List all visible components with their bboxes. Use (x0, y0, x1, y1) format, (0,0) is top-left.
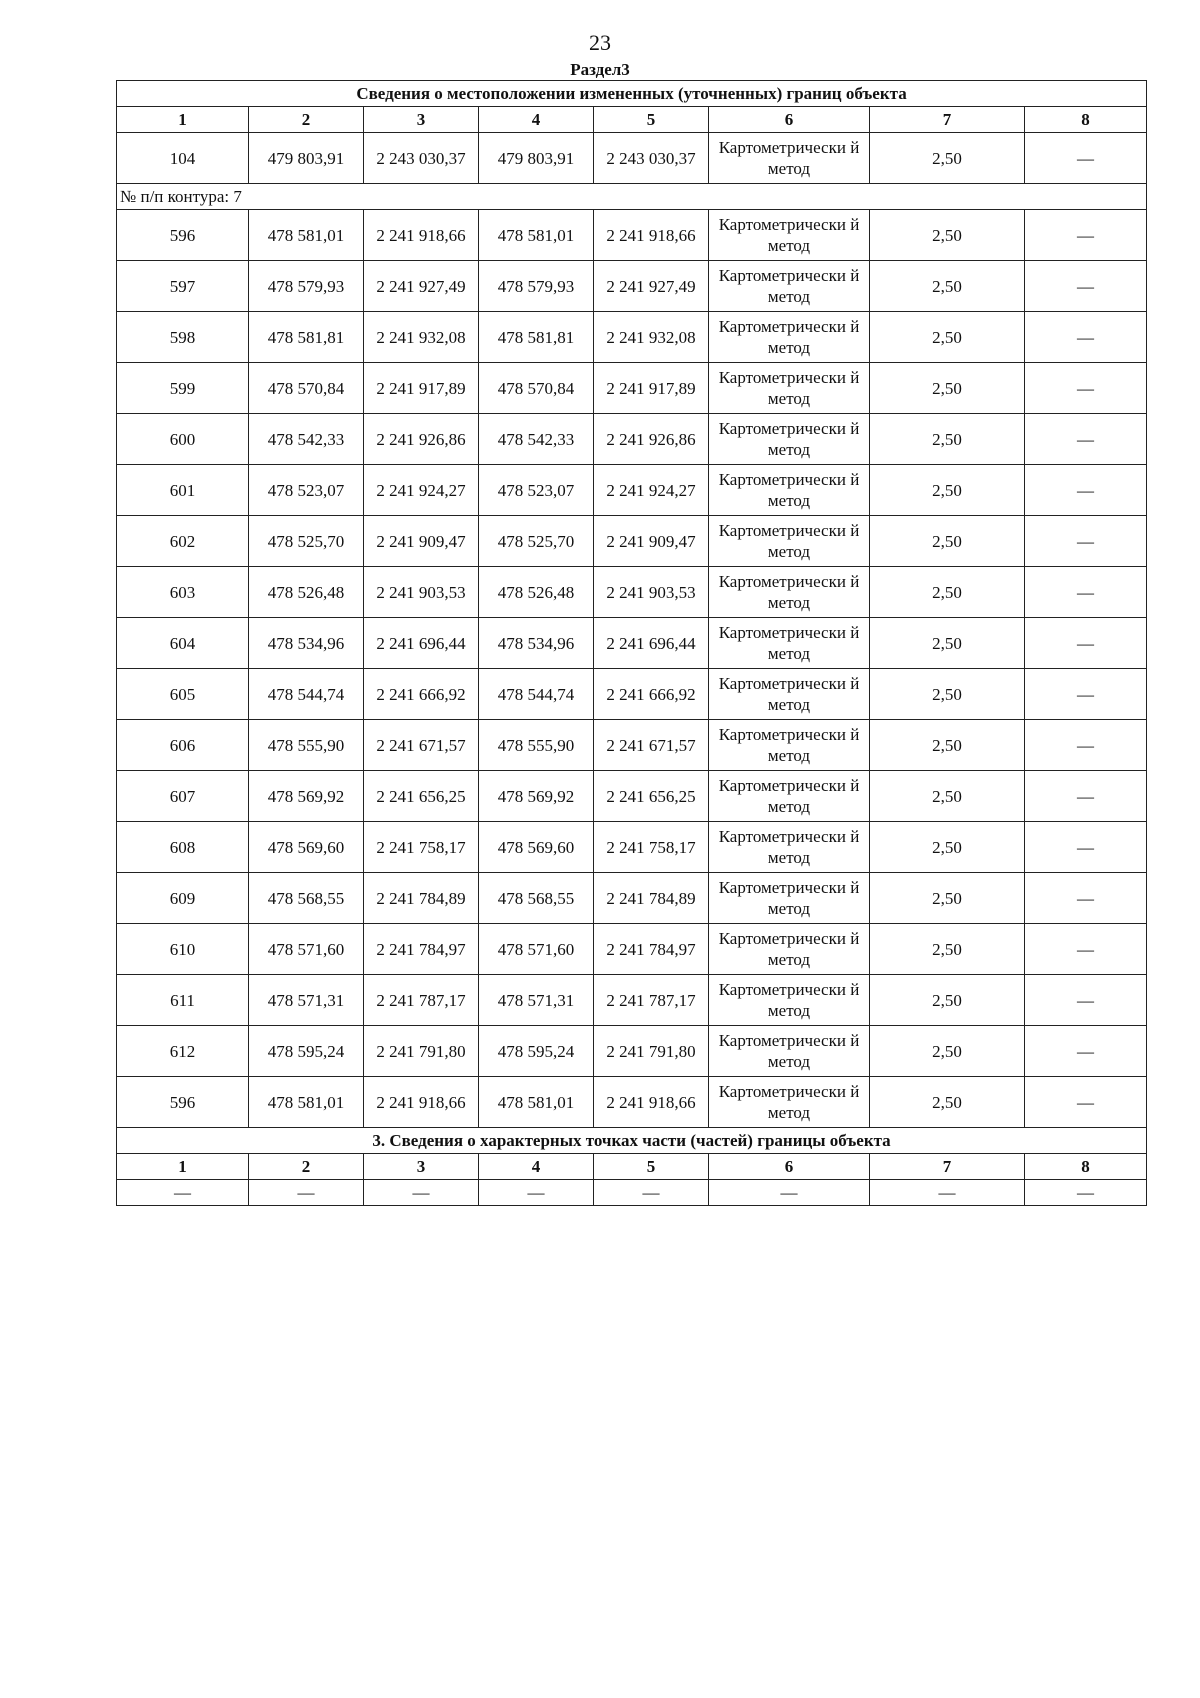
cell-y-new: 2 241 918,66 (594, 1077, 709, 1128)
cell-point-number: 610 (117, 924, 249, 975)
cell-point-number: 596 (117, 210, 249, 261)
section-label: Раздел3 (570, 60, 630, 79)
cell-description: — (1025, 873, 1147, 924)
cell-point-number: 612 (117, 1026, 249, 1077)
cell-method: Картометрически й метод (709, 312, 870, 363)
cell-method: Картометрически й метод (709, 771, 870, 822)
cell-x-old: 479 803,91 (249, 133, 364, 184)
cell-y-new: 2 241 927,49 (594, 261, 709, 312)
table-row (117, 1026, 1147, 1077)
cell-y-new: 2 243 030,37 (594, 133, 709, 184)
cell-x-new: 478 555,90 (479, 720, 594, 771)
cell-x-new: 478 523,07 (479, 465, 594, 516)
cell-x-new: 478 595,24 (479, 1026, 594, 1077)
cell-y-new: 2 241 784,97 (594, 924, 709, 975)
table-row (117, 1077, 1147, 1128)
cell-point-number: 605 (117, 669, 249, 720)
cell-method: Картометрически й метод (709, 465, 870, 516)
column-header-row (117, 107, 1147, 133)
cell-x-old: 478 581,81 (249, 312, 364, 363)
cell-x-new: 478 581,01 (479, 210, 594, 261)
cell-description: — (1025, 312, 1147, 363)
cell-method: Картометрически й метод (709, 516, 870, 567)
cell-y-old: 2 241 758,17 (364, 822, 479, 873)
cell-y-new: 2 241 656,25 (594, 771, 709, 822)
cell-point-number: 601 (117, 465, 249, 516)
cell-x-old: 2 (249, 1154, 364, 1180)
cell-method: Картометрически й метод (709, 669, 870, 720)
cell-x-new: 479 803,91 (479, 133, 594, 184)
table-row (117, 465, 1147, 516)
table-row (117, 516, 1147, 567)
cell-y-new: — (594, 1180, 709, 1206)
cell-y-old: — (364, 1180, 479, 1206)
cell-x-old: 478 544,74 (249, 669, 364, 720)
cell-method: Картометрически й метод (709, 363, 870, 414)
cell-x-new: 478 571,60 (479, 924, 594, 975)
table-row (117, 261, 1147, 312)
cell-x-new: 478 525,70 (479, 516, 594, 567)
cell-x-new: 478 569,60 (479, 822, 594, 873)
cell-point-number: 609 (117, 873, 249, 924)
cell-precision: 2,50 (870, 822, 1025, 873)
cell-precision: 2,50 (870, 669, 1025, 720)
cell-x-old: 478 571,60 (249, 924, 364, 975)
table-row (117, 363, 1147, 414)
cell-y-old: 2 241 903,53 (364, 567, 479, 618)
cell-y-new: 2 241 924,27 (594, 465, 709, 516)
cell-y-old: 2 241 671,57 (364, 720, 479, 771)
cell-precision: 2,50 (870, 873, 1025, 924)
cell-x-old: 478 581,01 (249, 210, 364, 261)
contour-label (117, 184, 1147, 210)
cell-y-new: 5 (594, 107, 709, 133)
cell-y-new: 5 (594, 1154, 709, 1180)
cell-point-number: 1 (117, 1154, 249, 1180)
cell-x-new: 478 526,48 (479, 567, 594, 618)
cell-precision: 2,50 (870, 261, 1025, 312)
cell-x-new: 478 579,93 (479, 261, 594, 312)
cell-point-number: 604 (117, 618, 249, 669)
cell-y-old: 2 241 696,44 (364, 618, 479, 669)
cell-y-new: 2 241 671,57 (594, 720, 709, 771)
cell-x-new: 478 534,96 (479, 618, 594, 669)
cell-x-new: — (479, 1180, 594, 1206)
cell-y-old: 2 241 787,17 (364, 975, 479, 1026)
cell-method: Картометрически й метод (709, 618, 870, 669)
cell-y-old: 2 241 926,86 (364, 414, 479, 465)
cell-x-new: 478 581,01 (479, 1077, 594, 1128)
section3-title (117, 1128, 1147, 1154)
cell-point-number: 607 (117, 771, 249, 822)
cell-y-new: 2 241 909,47 (594, 516, 709, 567)
cell-precision: 2,50 (870, 312, 1025, 363)
cell-method: Картометрически й метод (709, 1026, 870, 1077)
cell-precision: 2,50 (870, 414, 1025, 465)
table-row (117, 924, 1147, 975)
cell-method: Картометрически й метод (709, 1077, 870, 1128)
cell-precision: 2,50 (870, 465, 1025, 516)
table-title-cell: Сведения о местоположении измененных (уточненных) границ объекта (117, 81, 1147, 107)
cell-point-number: — (117, 1180, 249, 1206)
cell-y-old: 2 241 791,80 (364, 1026, 479, 1077)
cell-description: — (1025, 261, 1147, 312)
cell-precision: 2,50 (870, 924, 1025, 975)
cell-description: — (1025, 924, 1147, 975)
cell-precision: 2,50 (870, 1026, 1025, 1077)
cell-description: — (1025, 363, 1147, 414)
cell-precision: 2,50 (870, 363, 1025, 414)
table-row (117, 210, 1147, 261)
table-title (117, 81, 1147, 107)
cell-method: Картометрически й метод (709, 567, 870, 618)
cell-x-old: 478 568,55 (249, 873, 364, 924)
cell-y-new: 2 241 666,92 (594, 669, 709, 720)
cell-y-old: 2 241 927,49 (364, 261, 479, 312)
cell-method: Картометрически й метод (709, 873, 870, 924)
cell-x-old: 2 (249, 107, 364, 133)
cell-y-new: 2 241 758,17 (594, 822, 709, 873)
cell-method: Картометрически й метод (709, 261, 870, 312)
cell-x-old: 478 534,96 (249, 618, 364, 669)
cell-point-number: 599 (117, 363, 249, 414)
cell-description: — (1025, 133, 1147, 184)
cell-y-old: 2 241 784,97 (364, 924, 479, 975)
cell-y-new: 2 241 918,66 (594, 210, 709, 261)
cell-x-old: 478 525,70 (249, 516, 364, 567)
cell-method: Картометрически й метод (709, 975, 870, 1026)
cell-y-new: 2 241 787,17 (594, 975, 709, 1026)
cell-precision: 7 (870, 107, 1025, 133)
cell-precision: 2,50 (870, 516, 1025, 567)
cell-description: — (1025, 1077, 1147, 1128)
cell-x-new: 478 569,92 (479, 771, 594, 822)
cell-y-new: 2 241 791,80 (594, 1026, 709, 1077)
cell-x-old: — (249, 1180, 364, 1206)
cell-x-new: 478 544,74 (479, 669, 594, 720)
table-row (117, 567, 1147, 618)
table-row (117, 618, 1147, 669)
boundary-table-body (117, 81, 1147, 1206)
section3-header-row (117, 1154, 1147, 1180)
cell-x-old: 478 555,90 (249, 720, 364, 771)
cell-precision: 2,50 (870, 133, 1025, 184)
cell-precision: 2,50 (870, 618, 1025, 669)
cell-x-old: 478 526,48 (249, 567, 364, 618)
cell-y-old: 2 241 666,92 (364, 669, 479, 720)
cell-description: — (1025, 1026, 1147, 1077)
cell-method: Картометрически й метод (709, 210, 870, 261)
cell-x-old: 478 569,60 (249, 822, 364, 873)
table-row (117, 873, 1147, 924)
cell-y-old: 2 241 924,27 (364, 465, 479, 516)
table-row (117, 1180, 1147, 1206)
cell-description: — (1025, 414, 1147, 465)
cell-x-old: 478 579,93 (249, 261, 364, 312)
cell-x-old: 478 523,07 (249, 465, 364, 516)
table-row (117, 414, 1147, 465)
cell-method: 6 (709, 1154, 870, 1180)
cell-x-new: 478 568,55 (479, 873, 594, 924)
cell-point-number: 602 (117, 516, 249, 567)
cell-description: — (1025, 1180, 1147, 1206)
cell-y-old: 3 (364, 107, 479, 133)
cell-point-number: 608 (117, 822, 249, 873)
table-row (117, 822, 1147, 873)
table-row (117, 312, 1147, 363)
cell-method: Картометрически й метод (709, 720, 870, 771)
cell-y-new: 2 241 917,89 (594, 363, 709, 414)
cell-precision: 2,50 (870, 771, 1025, 822)
cell-x-new: 478 571,31 (479, 975, 594, 1026)
cell-description: — (1025, 516, 1147, 567)
cell-description: — (1025, 567, 1147, 618)
cell-y-old: 2 241 656,25 (364, 771, 479, 822)
cell-x-old: 478 569,92 (249, 771, 364, 822)
cell-precision: 2,50 (870, 210, 1025, 261)
cell-x-new: 4 (479, 107, 594, 133)
cell-description: — (1025, 210, 1147, 261)
section3-title-cell: 3. Сведения о характерных точках части (частей) границы объекта (117, 1128, 1147, 1154)
cell-x-new: 478 542,33 (479, 414, 594, 465)
cell-y-old: 2 241 918,66 (364, 1077, 479, 1128)
cell-y-old: 2 241 784,89 (364, 873, 479, 924)
cell-method: Картометрически й метод (709, 822, 870, 873)
table-row (117, 975, 1147, 1026)
cell-precision: 2,50 (870, 720, 1025, 771)
cell-y-old: 2 241 909,47 (364, 516, 479, 567)
cell-point-number: 598 (117, 312, 249, 363)
cell-y-new: 2 241 784,89 (594, 873, 709, 924)
cell-y-old: 3 (364, 1154, 479, 1180)
cell-precision: 2,50 (870, 1077, 1025, 1128)
cell-x-old: 478 581,01 (249, 1077, 364, 1128)
cell-y-new: 2 241 932,08 (594, 312, 709, 363)
cell-method: Картометрически й метод (709, 414, 870, 465)
table-row (117, 720, 1147, 771)
cell-description: — (1025, 720, 1147, 771)
table-row (117, 133, 1147, 184)
cell-description: 8 (1025, 107, 1147, 133)
cell-description: — (1025, 975, 1147, 1026)
cell-method: — (709, 1180, 870, 1206)
cell-point-number: 606 (117, 720, 249, 771)
cell-precision: 2,50 (870, 975, 1025, 1026)
cell-x-old: 478 595,24 (249, 1026, 364, 1077)
cell-description: — (1025, 618, 1147, 669)
cell-precision: — (870, 1180, 1025, 1206)
table-row (117, 771, 1147, 822)
cell-y-new: 2 241 926,86 (594, 414, 709, 465)
cell-description: — (1025, 465, 1147, 516)
cell-x-old: 478 571,31 (249, 975, 364, 1026)
cell-point-number: 597 (117, 261, 249, 312)
cell-y-old: 2 241 917,89 (364, 363, 479, 414)
page-number: 23 (589, 30, 611, 55)
cell-description: — (1025, 669, 1147, 720)
cell-method: 6 (709, 107, 870, 133)
cell-description: — (1025, 822, 1147, 873)
cell-method: Картометрически й метод (709, 133, 870, 184)
cell-precision: 2,50 (870, 567, 1025, 618)
cell-point-number: 603 (117, 567, 249, 618)
boundary-table (116, 80, 1147, 1206)
cell-method: Картометрически й метод (709, 924, 870, 975)
cell-x-new: 478 581,81 (479, 312, 594, 363)
cell-point-number: 1 (117, 107, 249, 133)
cell-x-new: 4 (479, 1154, 594, 1180)
cell-x-old: 478 542,33 (249, 414, 364, 465)
contour-label-cell: № п/п контура: 7 (117, 184, 1147, 210)
table-row (117, 669, 1147, 720)
cell-point-number: 600 (117, 414, 249, 465)
cell-x-old: 478 570,84 (249, 363, 364, 414)
cell-point-number: 611 (117, 975, 249, 1026)
cell-y-old: 2 241 932,08 (364, 312, 479, 363)
cell-y-new: 2 241 903,53 (594, 567, 709, 618)
cell-y-old: 2 241 918,66 (364, 210, 479, 261)
cell-x-new: 478 570,84 (479, 363, 594, 414)
cell-point-number: 596 (117, 1077, 249, 1128)
cell-precision: 7 (870, 1154, 1025, 1180)
cell-y-old: 2 243 030,37 (364, 133, 479, 184)
cell-description: — (1025, 771, 1147, 822)
cell-y-new: 2 241 696,44 (594, 618, 709, 669)
cell-point-number: 104 (117, 133, 249, 184)
cell-description: 8 (1025, 1154, 1147, 1180)
